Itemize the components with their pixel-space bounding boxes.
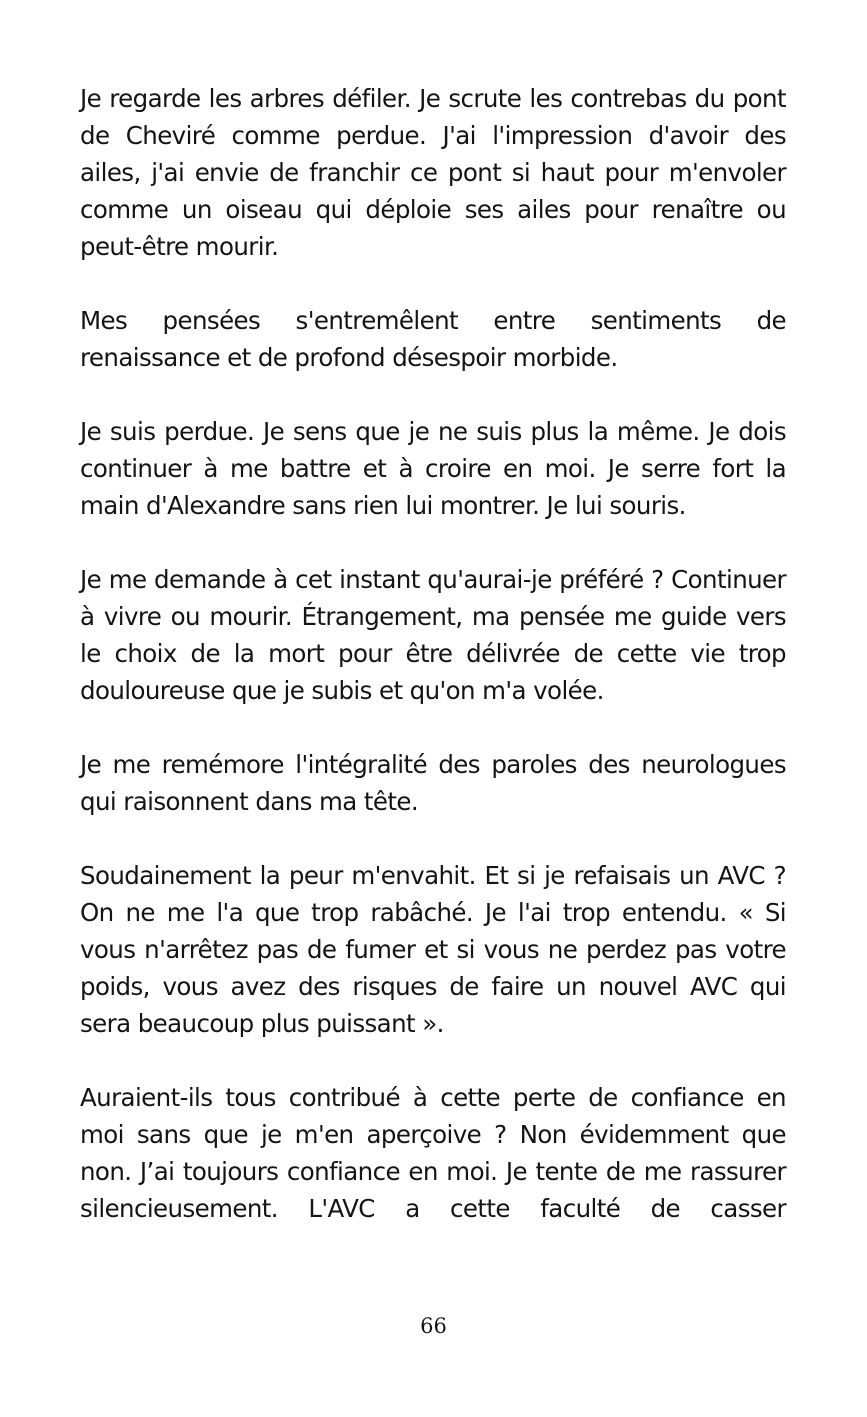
paragraph-7: Auraient-ils tous contribué à cette perte de confiance en moi sans que je m'en aperçoive ? Non évidemment que non. J’ai toujours confiance en moi. Je tente de me rassurer silencieusement. L'AVC a cette faculté de casser bbox=[80, 1083, 786, 1223]
page-number: 66 bbox=[420, 1314, 447, 1338]
body-text bbox=[80, 80, 786, 1227]
paragraph-1: Je regarde les arbres défiler. Je scrute les contrebas du pont de Cheviré comme perdue. J'ai l'impression d'avoir des ailes, j'ai envie de franchir ce pont si haut pour m'envoler comme un oiseau qui déploie ses ailes pour renaître ou peut-être mourir. bbox=[80, 84, 786, 261]
paragraph-5: Je me remémore l'intégralité des paroles des neurologues qui raisonnent dans ma tête. bbox=[80, 750, 786, 816]
paragraph-6: Soudainement la peur m'envahit. Et si je refaisais un AVC ? On ne me l'a que trop rabâché. Je l'ai trop entendu. « Si vous n'arrêtez pas de fumer et si vous ne perdez pas votre poids, vous avez des risques de faire un nouvel AVC qui sera beaucoup plus puissant ». bbox=[80, 861, 786, 1038]
paragraph-3: Je suis perdue. Je sens que je ne suis plus la même. Je dois continuer à me battre et à croire en moi. Je serre fort la main d'Alexandre sans rien lui montrer. Je lui souris. bbox=[80, 417, 786, 520]
paragraph-4: Je me demande à cet instant qu'aurai-je préféré ? Continuer à vivre ou mourir. Étrangement, ma pensée me guide vers le choix de la mort pour être délivrée de cette vie trop douloureuse que je subis et qu'on m'a volée. bbox=[80, 565, 786, 705]
paragraph-2: Mes pensées s'entremêlent entre sentiments de renaissance et de profond désespoir morbide. bbox=[80, 306, 786, 372]
